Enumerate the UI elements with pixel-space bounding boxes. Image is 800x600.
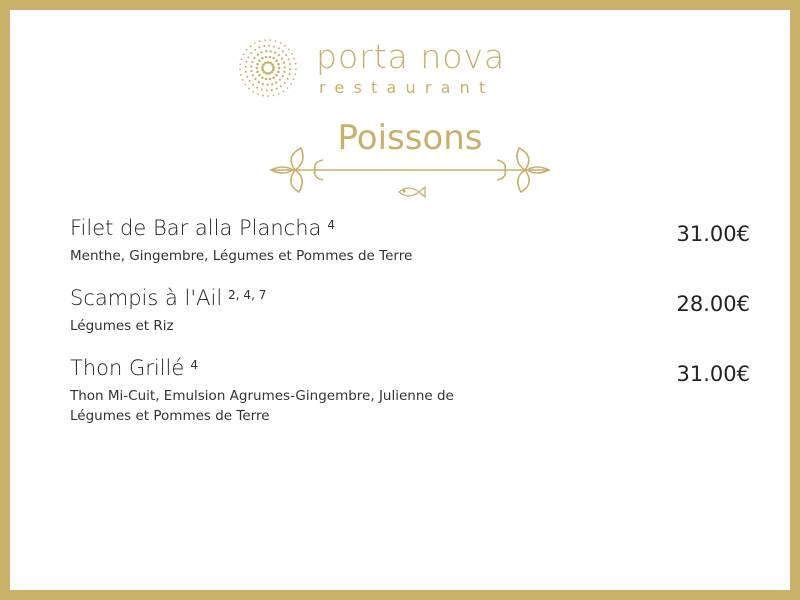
item-price: 31.00€ [676, 222, 750, 246]
item-allergens: 2, 4, 7 [228, 288, 267, 302]
item-allergens: 4 [190, 358, 198, 372]
item-allergens: 4 [327, 218, 336, 232]
brand-subtitle: restaurant [319, 78, 495, 97]
menu-item [70, 216, 750, 266]
brand-name: porta nova [316, 37, 506, 76]
item-description: Légumes et Riz [70, 318, 174, 334]
item-name: Filet de Bar alla Plancha [70, 216, 322, 240]
item-name: Scampis à l'Ail [70, 286, 223, 310]
section-title: Poissons [337, 118, 483, 158]
item-description: Menthe, Gingembre, Légumes et Pommes de Terre [70, 248, 413, 264]
menu-item [70, 286, 750, 336]
menu-page [10, 10, 790, 590]
item-price: 28.00€ [676, 292, 750, 316]
item-price: 31.00€ [676, 362, 750, 386]
fish-icon [399, 187, 425, 197]
menu-item [70, 356, 750, 426]
leaf-branch-icon [265, 140, 555, 200]
item-name: Thon Grillé [70, 356, 185, 380]
sun-logo-icon [236, 36, 300, 100]
item-description: Thon Mi-Cuit, Emulsion Agrumes-Gingembre, Julienne de Légumes et Pommes de Terre [70, 388, 454, 424]
